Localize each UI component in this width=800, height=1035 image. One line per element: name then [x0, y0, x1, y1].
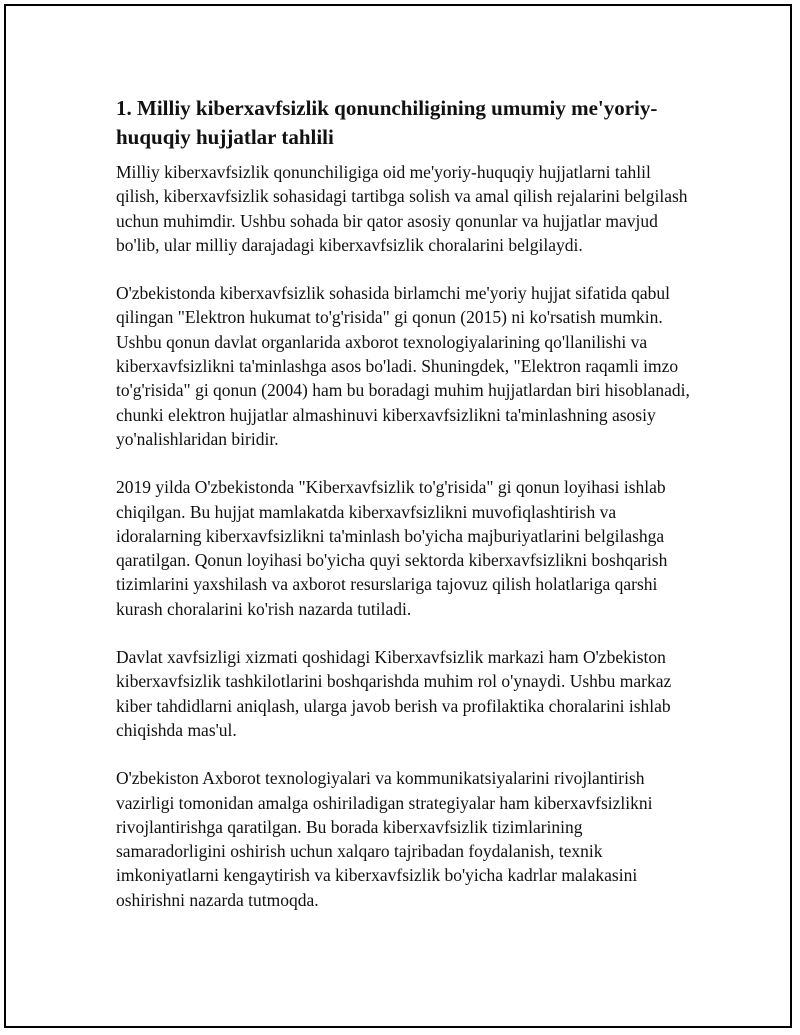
- section-heading: 1. Milliy kiberxavfsizlik qonunchiligining umumiy me'yoriy-huquqiy hujjatlar tahlili: [116, 96, 658, 149]
- paragraph-4: Davlat xavfsizligi xizmati qoshidagi Kiberxavfsizlik markazi ham O'zbekiston kiberxavfsizlik tashkilotlarini boshqarishda muhim rol o'ynaydi. Ushbu markaz kiber tahdidlarni aniqlash, ularga javob berish va profilaktika choralarini ishlab chiqishda mas'ul.: [116, 647, 672, 740]
- paragraph-1: Milliy kiberxavfsizlik qonunchiligiga oid me'yoriy-huquqiy hujjatlarni tahlil qilish, kiberxavfsizlik sohasidagi tartibga solish va amal qilish rejalarini belgilash uchun muhimdir. Ushbu sohada bir qator asosiy qonunlar va hujjatlar mavjud bo'lib, ular milliy darajadagi kiberxavfsizlik choralarini belgilaydi.: [116, 162, 688, 255]
- paragraph-3: 2019 yilda O'zbekistonda "Kiberxavfsizlik to'g'risida" gi qonun loyihasi ishlab chiqilgan. Bu hujjat mamlakatda kiberxavfsizlikni muvofiqlashtirish va idoralarning kiberxavfsizlikni ta'minlash bo'yicha majburiyatlarini belgilashga qaratilgan. Qonun loyihasi bo'yicha quyi sektorda kiberxavfsizlikni boshqarish tizimlarini yaxshilash va axborot resurslariga tajovuz qilish holatlariga qarshi kurash choralarini ko'rish nazarda tutiladi.: [116, 477, 668, 619]
- document-body: [116, 94, 694, 936]
- paragraph-2: O'zbekistonda kiberxavfsizlik sohasida birlamchi me'yoriy hujjat sifatida qabul qilingan "Elektron hukumat to'g'risida" gi qonun (2015) ni ko'rsatish mumkin. Ushbu qonun davlat organlarida axborot texnologiyalarining qo'llanilishi va kiberxavfsizlikni ta'minlashga asos bo'ladi. Shuningdek, "Elektron raqamli imzo to'g'risida" gi qonun (2004) ham bu boradagi muhim hujjatlardan biri hisoblanadi, chunki elektron hujjatlar almashinuvi kiberxavfsizlikni ta'minlashning asosiy yo'nalishlaridan biridir.: [116, 283, 690, 449]
- paragraph-5: O'zbekiston Axborot texnologiyalari va kommunikatsiyalarini rivojlantirish vazirligi tomonidan amalga oshiriladigan strategiyalar ham kiberxavfsizlikni rivojlantirishga qaratilgan. Bu borada kiberxavfsizlik tizimlarining samaradorligini oshirish uchun xalqaro tajribadan foydalanish, texnik imkoniyatlarni kengaytirish va kiberxavfsizlik bo'yicha kadrlar malakasini oshirishni nazarda tutmoqda.: [116, 768, 653, 910]
